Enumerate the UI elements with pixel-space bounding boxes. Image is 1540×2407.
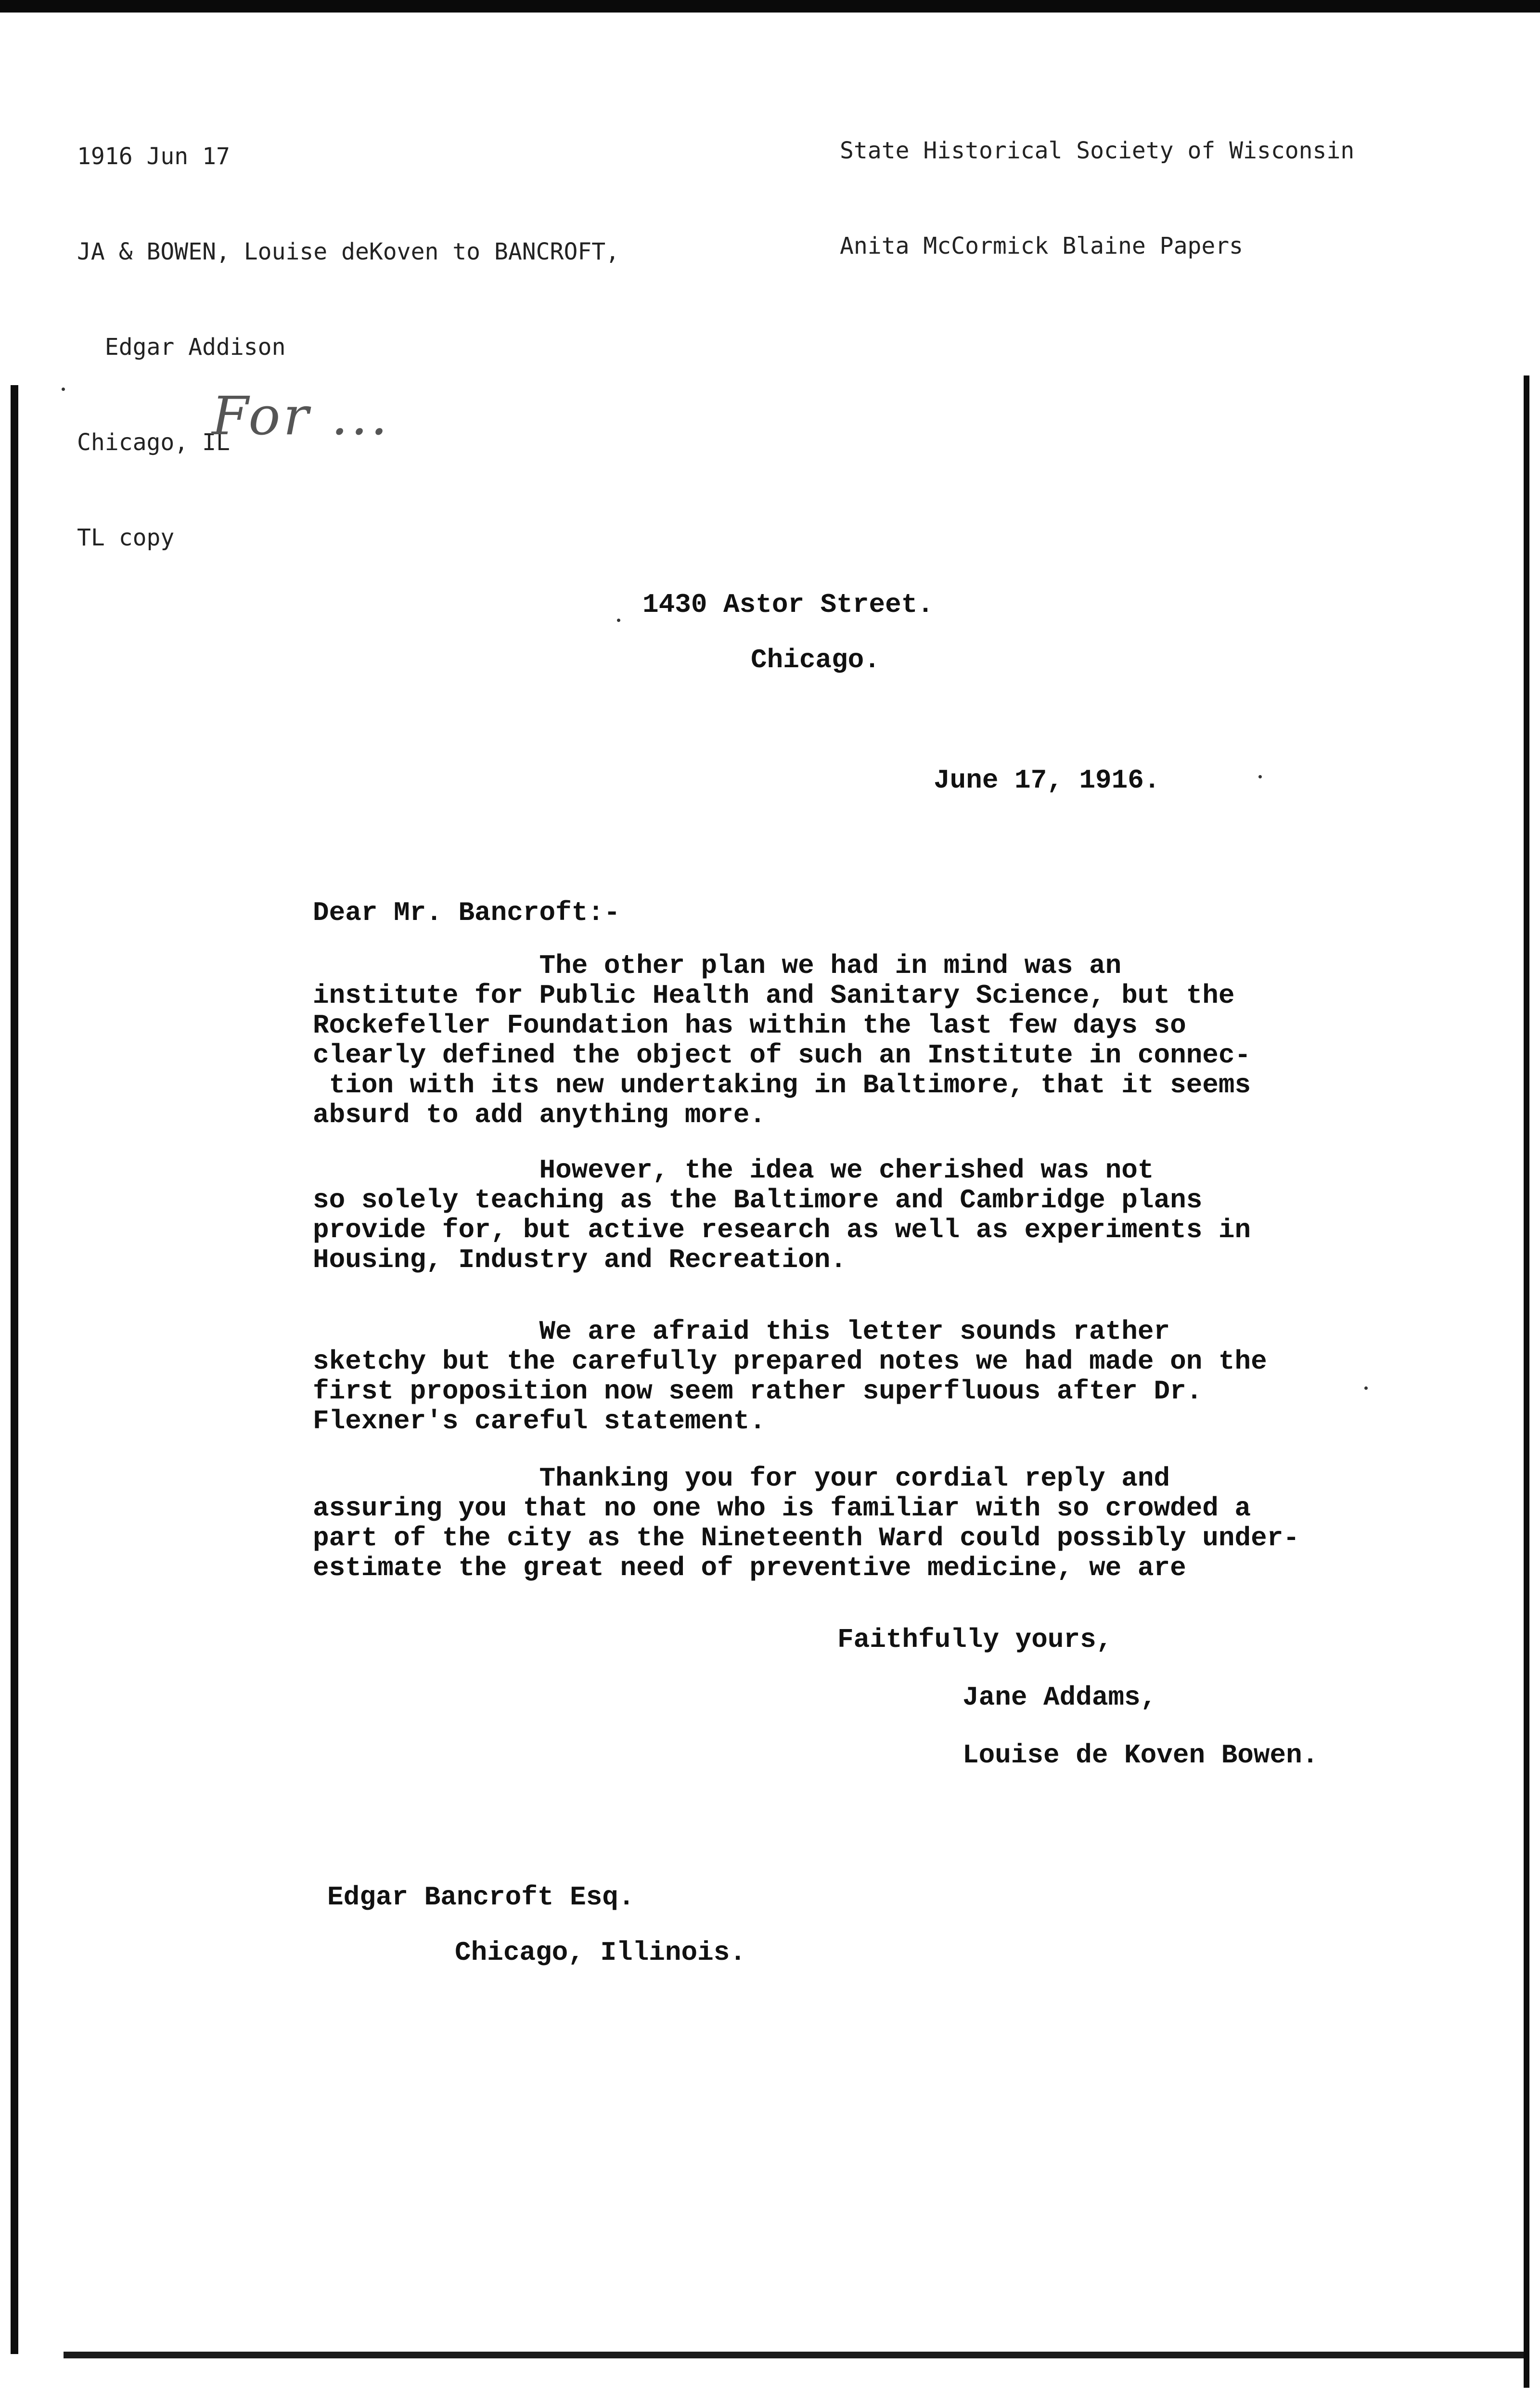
page-right-border: [1524, 375, 1529, 2388]
signature-louise-bowen: Louise de Koven Bowen.: [962, 1740, 1319, 1771]
salutation: Dear Mr. Bancroft:-: [313, 897, 620, 928]
recipient-place: Chicago, Illinois.: [455, 1937, 746, 1968]
text-line: assuring you that no one who is familiar with so crowded a: [313, 1493, 1251, 1524]
ink-speck: [617, 619, 620, 622]
page-top-edge: [0, 0, 1540, 13]
signature-jane-addams: Jane Addams,: [962, 1682, 1157, 1713]
page-left-border: [11, 385, 18, 2354]
handwritten-note: For ...: [212, 385, 390, 447]
archive-caption-right: [840, 71, 1354, 294]
text-line: so solely teaching as the Baltimore and Cambridge plans: [313, 1185, 1203, 1216]
text-line: provide for, but active research as well as experiments in: [313, 1215, 1251, 1245]
text-line: clearly defined the object of such an Institute in connec-: [313, 1040, 1251, 1071]
ink-speck: [1258, 775, 1262, 778]
text-line: absurd to add anything more.: [313, 1100, 766, 1130]
text-line: estimate the great need of preventive medicine, we are: [313, 1553, 1186, 1583]
text-line: part of the city as the Nineteenth Ward could possibly under-: [313, 1523, 1299, 1553]
text-line: Rockefeller Foundation has within the last few days so: [313, 1010, 1186, 1041]
text-line: We are afraid this letter sounds rather: [313, 1316, 1170, 1347]
text-line: The other plan we had in mind was an: [313, 950, 1122, 981]
caption-line: Anita McCormick Blaine Papers: [840, 233, 1244, 259]
text-line: first proposition now seem rather superfluous after Dr.: [313, 1376, 1203, 1407]
text-line: tion with its new undertaking in Baltimore, that it seems: [313, 1070, 1251, 1100]
caption-line: Chicago, IL: [77, 429, 230, 456]
paragraph-1: [313, 951, 1372, 1130]
recipient-name: Edgar Bancroft Esq.: [327, 1882, 635, 1913]
text-line: Thanking you for your cordial reply and: [313, 1463, 1170, 1494]
caption-line: State Historical Society of Wisconsin: [840, 137, 1355, 164]
letter-date: June 17, 1916.: [934, 765, 1160, 796]
text-line: Flexner's careful statement.: [313, 1406, 766, 1436]
page-bottom-border: [64, 2352, 1524, 2358]
closing: Faithfully yours,: [837, 1624, 1113, 1655]
caption-line: Edgar Addison: [77, 334, 286, 361]
caption-line: 1916 Jun 17: [77, 143, 230, 170]
text-line: However, the idea we cherished was not: [313, 1155, 1154, 1186]
paragraph-4: [313, 1463, 1372, 1583]
text-line: Housing, Industry and Recreation.: [313, 1244, 847, 1275]
paragraph-3: [313, 1317, 1372, 1436]
letterhead-city: Chicago.: [751, 645, 880, 675]
text-line: institute for Public Health and Sanitary Science, but the: [313, 980, 1235, 1011]
ink-speck: [62, 388, 65, 391]
caption-line: JA & BOWEN, Louise deKoven to BANCROFT,: [77, 238, 620, 265]
text-line: sketchy but the carefully prepared notes we had made on the: [313, 1346, 1267, 1377]
paragraph-2: [313, 1155, 1372, 1275]
archive-caption-left: [77, 77, 619, 585]
letterhead-street: 1430 Astor Street.: [642, 589, 934, 620]
caption-line: TL copy: [77, 524, 175, 551]
